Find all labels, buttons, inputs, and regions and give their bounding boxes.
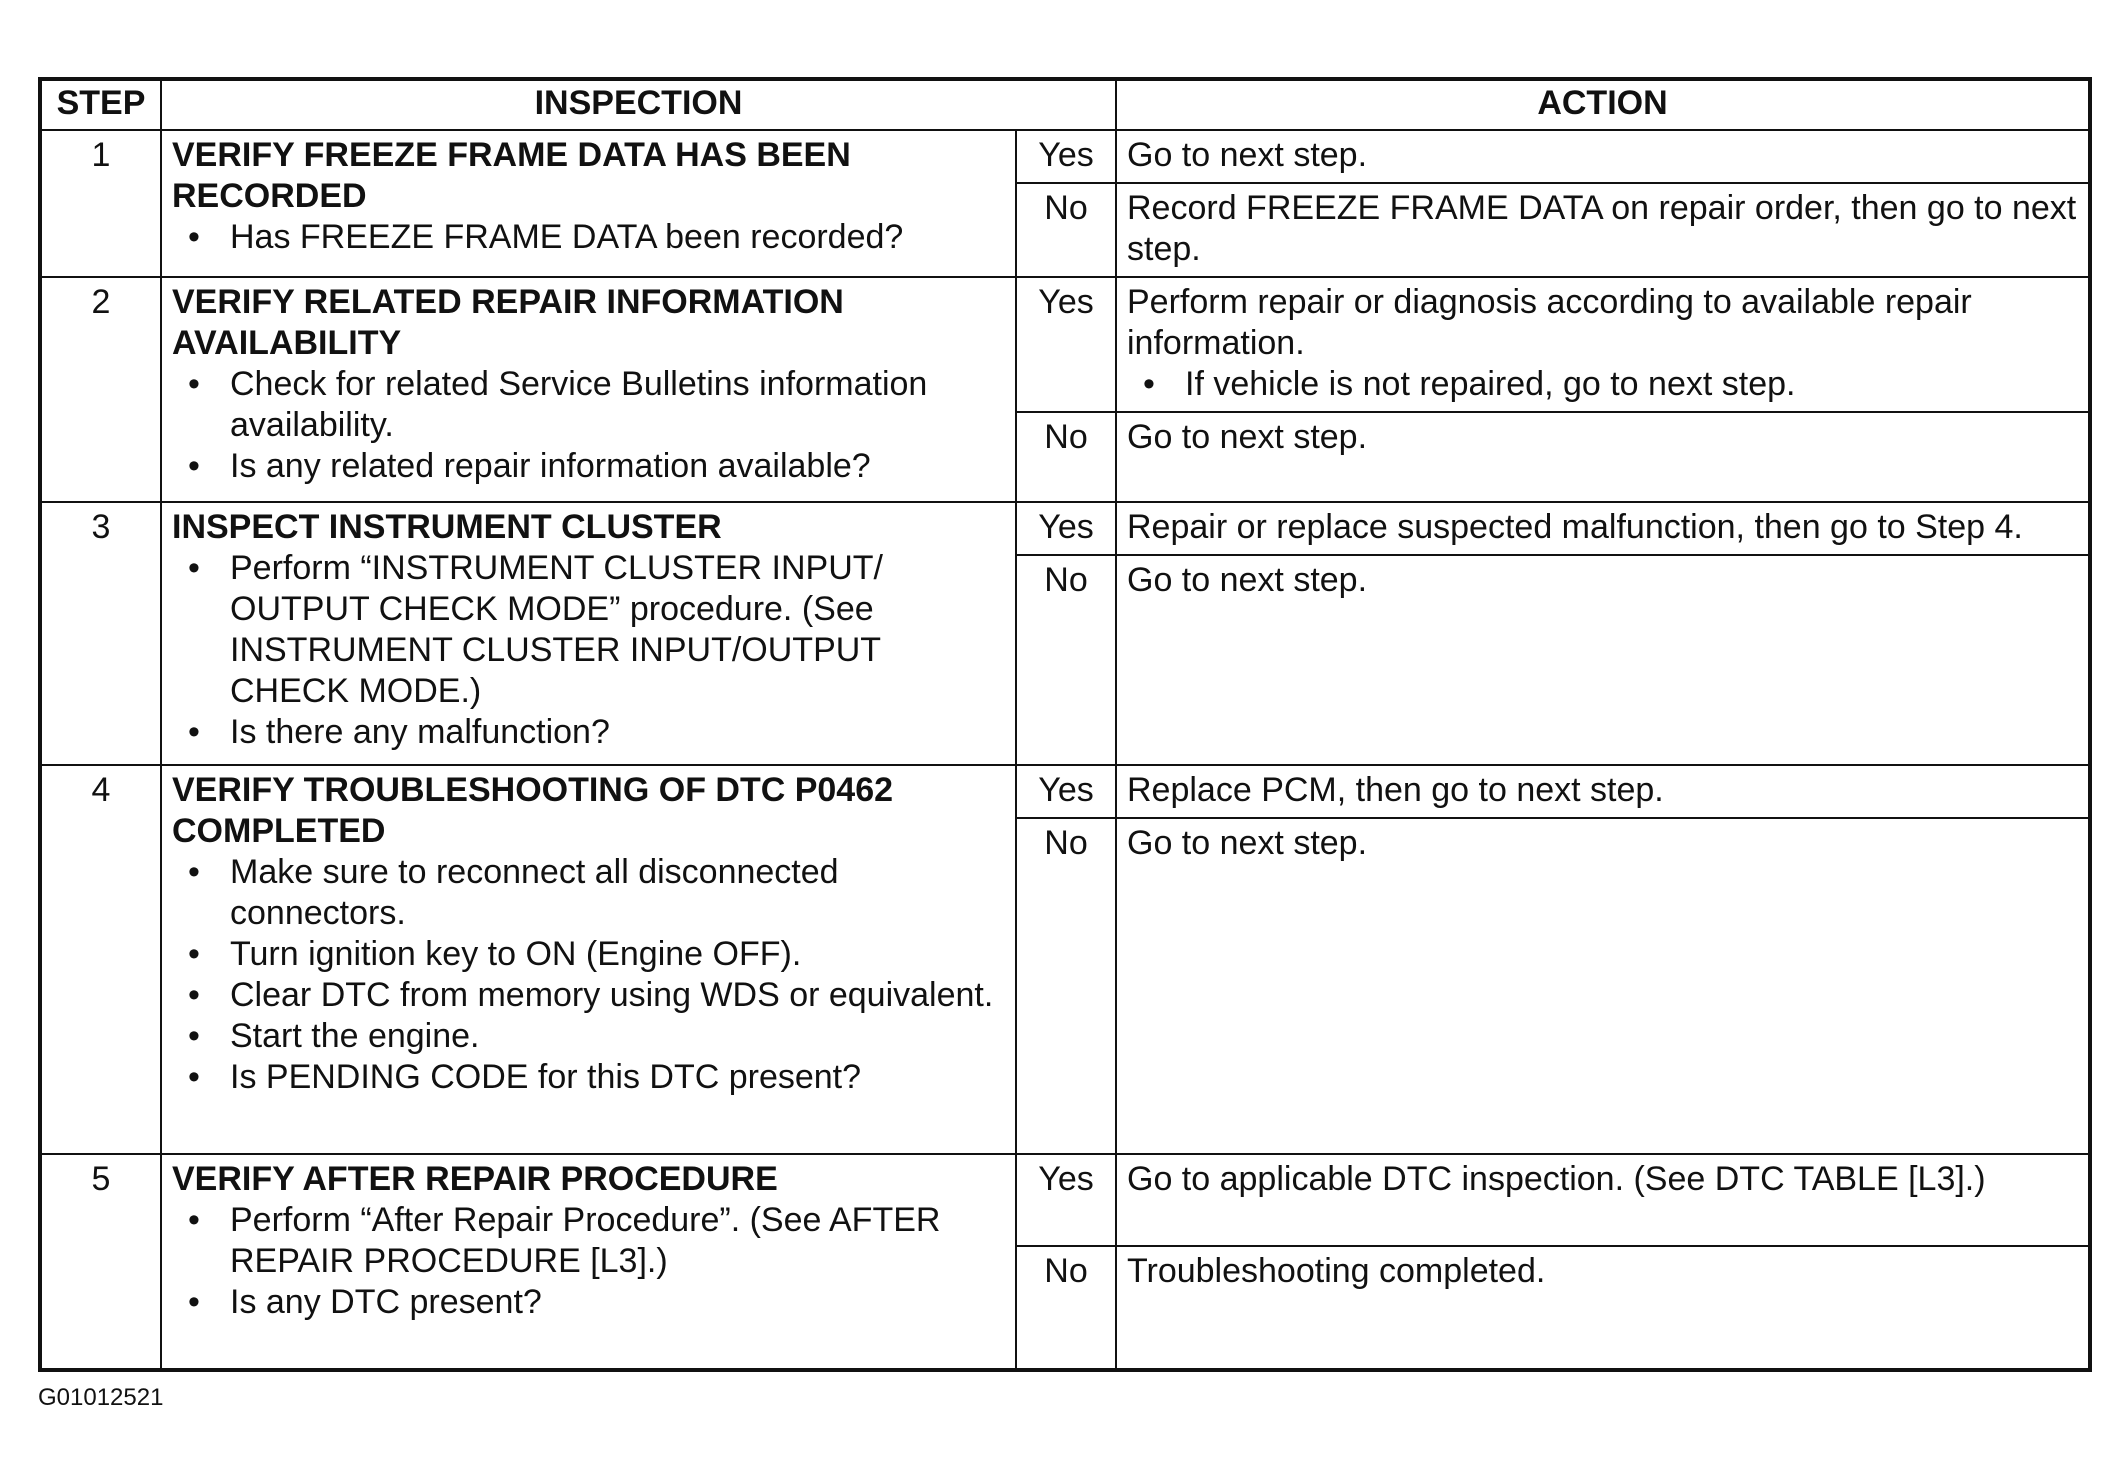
yes-label: Yes [1016,277,1116,412]
no-action-cell: Go to next step. [1116,555,2090,765]
no-action-cell: Troubleshooting completed. [1116,1246,2090,1370]
inspection-title: INSPECT INSTRUMENT CLUSTER [172,508,722,546]
inspection-bullet: • Make sure to reconnect all disconnected connectors. [172,852,1005,934]
table-row [40,1154,2090,1246]
no-action-cell: Go to next step. [1116,412,2090,502]
inspection-bullet: • Is any related repair information available? [172,446,1005,487]
yes-action-cell [1116,765,2090,818]
yes-label: Yes [1016,502,1116,555]
step-number: 5 [40,1154,161,1370]
yes-label: Yes [1016,1154,1116,1246]
yes-action-cell [1116,1154,2090,1246]
table-header-row [40,79,2090,130]
yes-action-cell [1116,277,2090,412]
yes-label: Yes [1016,130,1116,183]
table-row [40,277,2090,412]
yes-label: Yes [1016,765,1116,818]
inspection-bullet-list [172,548,1005,753]
inspection-title: VERIFY RELATED REPAIR INFORMATION AVAILABILITY [172,283,844,362]
inspection-bullet: • Is any DTC present? [172,1282,1005,1323]
no-action-cell: Go to next step. [1116,818,2090,1154]
inspection-bullet: • Start the engine. [172,1016,1005,1057]
step-number: 4 [40,765,161,1154]
action-column-header: ACTION [1116,79,2090,130]
inspection-bullet: • Has FREEZE FRAME DATA been recorded? [172,217,1005,258]
inspection-bullet: • Is there any malfunction? [172,712,1005,753]
inspection-title: VERIFY FREEZE FRAME DATA HAS BEEN RECORDED [172,136,851,215]
table-row [40,765,2090,818]
step-number: 1 [40,130,161,277]
inspection-cell [161,277,1016,502]
inspection-cell [161,502,1016,765]
step-column-header: STEP [40,79,161,130]
table-body [40,130,2090,1370]
inspection-bullet-list [172,364,1005,487]
inspection-bullet: • Perform “INSTRUMENT CLUSTER INPUT/ OUTPUT CHECK MODE” procedure. (See INSTRUMENT CLUSTER INPUT/OUTPUT CHECK MODE.) [172,548,1005,712]
no-label: No [1016,183,1116,277]
inspection-bullet-list [172,852,1005,1098]
no-label: No [1016,818,1116,1154]
inspection-bullet: • Perform “After Repair Procedure”. (See AFTER REPAIR PROCEDURE [L3].) [172,1200,1005,1282]
no-label: No [1016,555,1116,765]
no-label: No [1016,1246,1116,1370]
action-bullet: • If vehicle is not repaired, go to next step. [1127,364,2078,405]
yes-action-text: Go to next step. [1127,136,1368,174]
yes-action-cell [1116,130,2090,183]
inspection-bullet: • Turn ignition key to ON (Engine OFF). [172,934,1005,975]
yes-action-text: Perform repair or diagnosis according to available repair information. [1127,283,1972,362]
yes-action-cell [1116,502,2090,555]
inspection-bullet-list [172,1200,1005,1323]
inspection-cell [161,130,1016,277]
inspection-bullet: • Clear DTC from memory using WDS or equivalent. [172,975,1005,1016]
yes-action-text: Go to applicable DTC inspection. (See DTC TABLE [L3].) [1127,1160,1986,1198]
inspection-bullet-list [172,217,1005,258]
inspection-cell [161,1154,1016,1370]
inspection-cell [161,765,1016,1154]
inspection-title: VERIFY TROUBLESHOOTING OF DTC P0462 COMPLETED [172,771,894,850]
inspection-bullet: • Is PENDING CODE for this DTC present? [172,1057,1005,1098]
yes-action-text: Replace PCM, then go to next step. [1127,771,1664,809]
inspection-column-header: INSPECTION [161,79,1116,130]
table-row [40,130,2090,183]
table-row [40,502,2090,555]
yes-action-text: Repair or replace suspected malfunction, then go to Step 4. [1127,508,2023,546]
action-bullet-list [1127,364,2078,405]
inspection-title: VERIFY AFTER REPAIR PROCEDURE [172,1160,778,1198]
figure-id: G01012521 [38,1384,164,1411]
step-number: 2 [40,277,161,502]
inspection-bullet: • Check for related Service Bulletins information availability. [172,364,1005,446]
diagnostic-procedure-table [38,77,2092,1372]
no-action-cell: Record FREEZE FRAME DATA on repair order, then go to next step. [1116,183,2090,277]
no-label: No [1016,412,1116,502]
step-number: 3 [40,502,161,765]
